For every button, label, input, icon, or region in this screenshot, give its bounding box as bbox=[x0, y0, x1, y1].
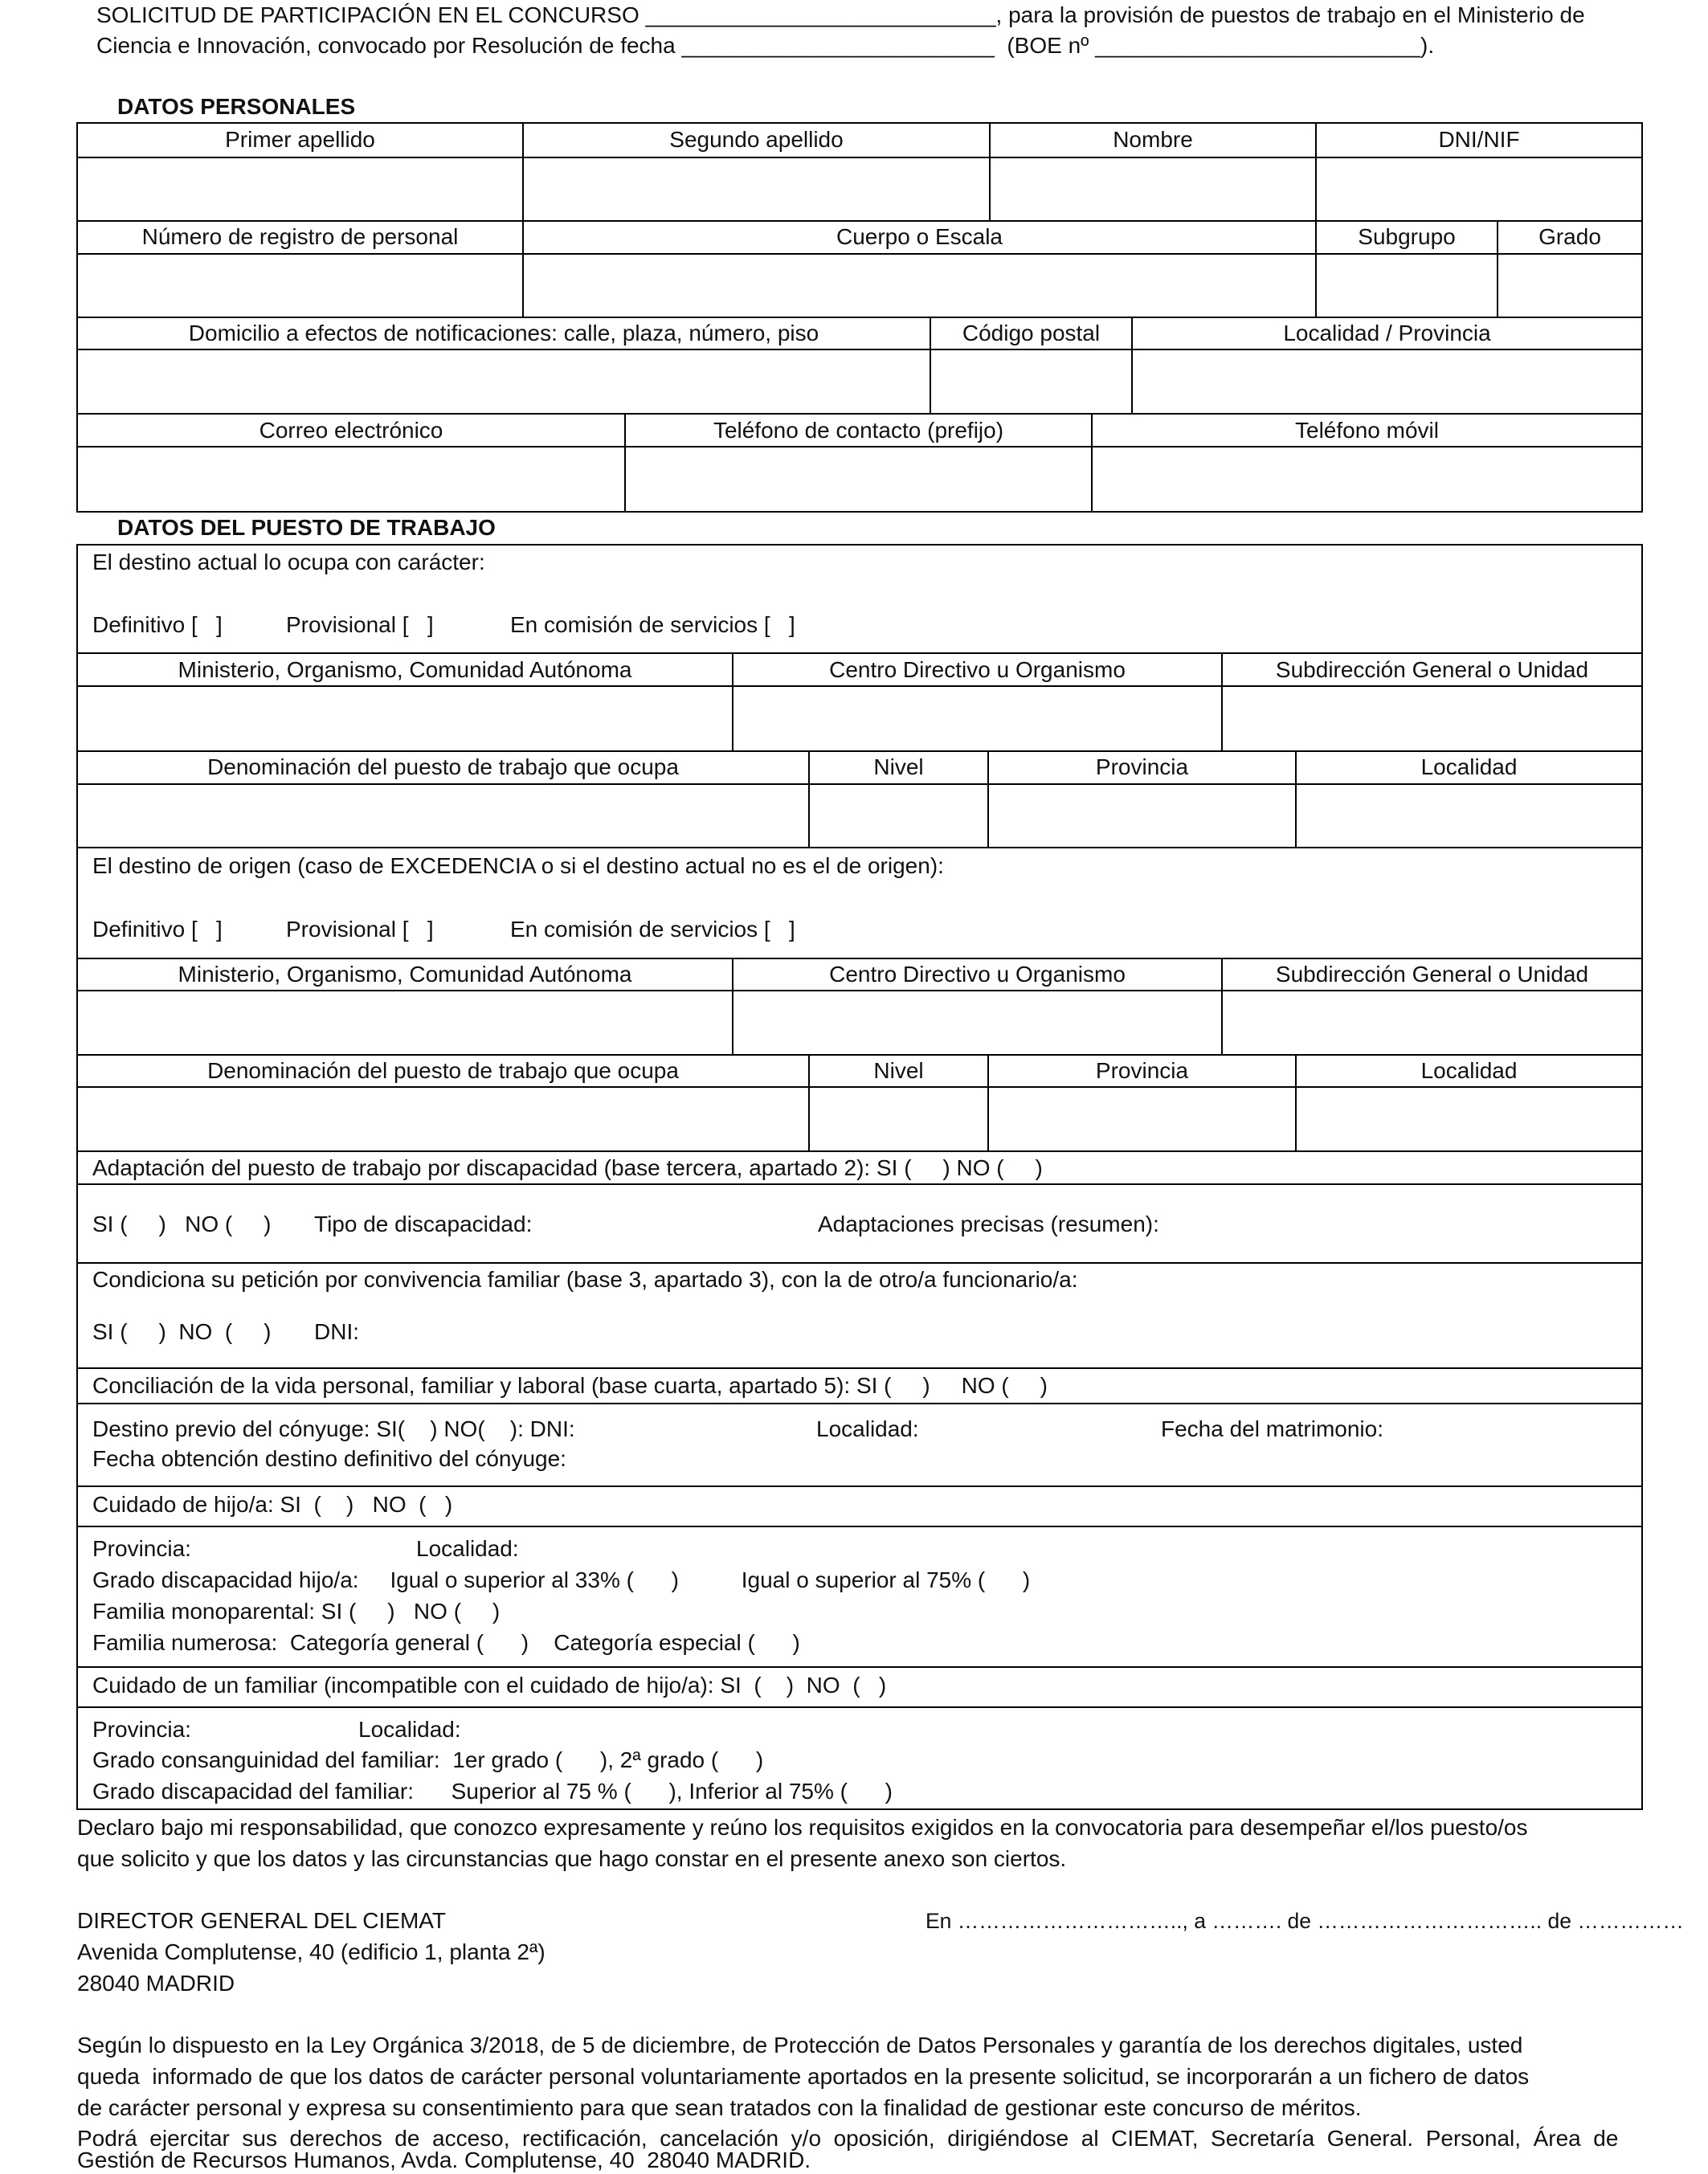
child-locality: Localidad: bbox=[416, 1536, 519, 1561]
telefono-movil-field[interactable] bbox=[1093, 447, 1641, 511]
current-denominacion-field[interactable] bbox=[78, 785, 808, 847]
col-subgrupo: Subgrupo bbox=[1358, 224, 1456, 249]
single-parent-family: Familia monoparental: SI ( ) NO ( ) bbox=[92, 1599, 501, 1624]
relative-locality: Localidad: bbox=[358, 1717, 461, 1742]
current-destination-intro: El destino actual lo ocupa con carácter: bbox=[92, 550, 485, 574]
registro-personal-field[interactable] bbox=[78, 255, 522, 317]
current-col-nivel: Nivel bbox=[873, 754, 924, 779]
privacy-line-3: de carácter personal y expresa su consentimiento para que sean tratados con la finalidad de gestionar este concurso de méritos. bbox=[77, 2095, 1362, 2120]
origin-col-provincia: Provincia bbox=[1095, 1058, 1189, 1083]
current-centro-field[interactable] bbox=[733, 687, 1221, 750]
origin-centro-field[interactable] bbox=[733, 991, 1221, 1054]
family-coexistence-dni: DNI: bbox=[314, 1319, 359, 1344]
cuerpo-escala-field[interactable] bbox=[524, 255, 1315, 317]
col-cuerpo-escala: Cuerpo o Escala bbox=[836, 224, 1003, 249]
disability-type-label: Tipo de discapacidad: bbox=[314, 1212, 533, 1236]
conciliation-question: Conciliación de la vida personal, familiar y laboral (base cuarta, apartado 5): SI ( ) NO ( ) bbox=[92, 1373, 1048, 1398]
current-definitivo-option[interactable]: Definitivo [ ] bbox=[92, 612, 223, 637]
privacy-line-1: Según lo dispuesto en la Ley Orgánica 3/2018, de 5 de diciembre, de Protección de Datos Personales y garantía de los derechos digitales, usted bbox=[77, 2033, 1523, 2058]
dni-nif-field[interactable] bbox=[1317, 158, 1641, 220]
recipient-street: Avenida Complutense, 40 (edificio 1, planta 2ª) bbox=[77, 1939, 545, 1964]
primer-apellido-field[interactable] bbox=[78, 158, 522, 220]
codigo-postal-field[interactable] bbox=[931, 350, 1131, 413]
relative-consanguinity: Grado consanguinidad del familiar: 1er grado ( ), 2ª grado ( ) bbox=[92, 1747, 764, 1772]
relative-province: Provincia: bbox=[92, 1717, 191, 1742]
origin-col-ministerio: Ministerio, Organismo, Comunidad Autónoma bbox=[178, 962, 632, 987]
col-primer-apellido: Primer apellido bbox=[225, 127, 375, 152]
origin-subdireccion-field[interactable] bbox=[1223, 991, 1641, 1054]
segundo-apellido-field[interactable] bbox=[524, 158, 989, 220]
col-telefono-movil: Teléfono móvil bbox=[1295, 418, 1439, 443]
current-col-provincia: Provincia bbox=[1095, 754, 1189, 779]
spouse-marriage-date: Fecha del matrimonio: bbox=[1161, 1416, 1384, 1441]
origin-destination-intro: El destino de origen (caso de EXCEDENCIA o si el destino actual no es el de origen): bbox=[92, 853, 944, 878]
job-data-heading: DATOS DEL PUESTO DE TRABAJO bbox=[117, 515, 496, 540]
relative-care-question: Cuidado de un familiar (incompatible con el cuidado de hijo/a): SI ( ) NO ( ) bbox=[92, 1673, 887, 1698]
col-localidad-provincia: Localidad / Provincia bbox=[1283, 321, 1491, 345]
subgrupo-field[interactable] bbox=[1317, 255, 1497, 317]
telefono-contacto-field[interactable] bbox=[626, 447, 1091, 511]
origin-ministerio-field[interactable] bbox=[78, 991, 732, 1054]
current-localidad-field[interactable] bbox=[1297, 785, 1641, 847]
col-telefono-contacto: Teléfono de contacto (prefijo) bbox=[713, 418, 1004, 443]
current-comision-option[interactable]: En comisión de servicios [ ] bbox=[510, 612, 795, 637]
relative-disability-grade: Grado discapacidad del familiar: Superior al 75 % ( ), Inferior al 75% ( ) bbox=[92, 1779, 893, 1804]
origin-provisional-option[interactable]: Provisional [ ] bbox=[286, 917, 434, 942]
large-family: Familia numerosa: Categoría general ( ) Categoría especial ( ) bbox=[92, 1630, 800, 1655]
declaration-line-1: Declaro bajo mi responsabilidad, que conozco expresamente y reúno los requisitos exigidos en la convocatoria para desempeñar el/los puesto/os bbox=[77, 1815, 1528, 1840]
localidad-provincia-field[interactable] bbox=[1133, 350, 1641, 413]
disability-question: Adaptación del puesto de trabajo por discapacidad (base tercera, apartado 2): SI ( ) NO ( ) bbox=[92, 1155, 1043, 1180]
current-col-localidad: Localidad bbox=[1420, 754, 1518, 779]
origin-col-subdireccion: Subdirección General o Unidad bbox=[1275, 962, 1589, 987]
current-nivel-field[interactable] bbox=[810, 785, 987, 847]
current-provisional-option[interactable]: Provisional [ ] bbox=[286, 612, 434, 637]
disability-answer[interactable]: SI ( ) NO ( ) bbox=[92, 1212, 272, 1236]
spouse-locality: Localidad: bbox=[816, 1416, 919, 1441]
origin-col-denominacion: Denominación del puesto de trabajo que ocupa bbox=[207, 1058, 679, 1083]
grado-field[interactable] bbox=[1498, 255, 1641, 317]
child-province: Provincia: bbox=[92, 1536, 191, 1561]
header-line-2: Ciencia e Innovación, convocado por Resolución de fecha _________________________ (BOE nº __________________________). bbox=[96, 33, 1435, 58]
current-col-ministerio: Ministerio, Organismo, Comunidad Autónoma bbox=[178, 657, 632, 682]
origin-localidad-field[interactable] bbox=[1297, 1088, 1641, 1150]
privacy-line-5: Gestión de Recursos Humanos, Avda. Complutense, 40 28040 MADRID. bbox=[77, 2147, 811, 2172]
origin-col-localidad: Localidad bbox=[1420, 1058, 1518, 1083]
place-date-line[interactable]: En ………………………….., a ………. de ………………………….. de …………… bbox=[926, 1909, 1684, 1933]
origin-col-centro-directivo: Centro Directivo u Organismo bbox=[829, 962, 1126, 987]
privacy-line-4: Podrá ejercitar sus derechos de acceso, rectificación, cancelación y/o oposición, dirigiéndose al CIEMAT, Secretaría General. Personal, Área de bbox=[77, 2126, 1619, 2151]
domicilio-field[interactable] bbox=[78, 350, 930, 413]
current-subdireccion-field[interactable] bbox=[1223, 687, 1641, 750]
child-care-question: Cuidado de hijo/a: SI ( ) NO ( ) bbox=[92, 1492, 453, 1517]
col-domicilio: Domicilio a efectos de notificaciones: calle, plaza, número, piso bbox=[188, 321, 819, 345]
origin-denominacion-field[interactable] bbox=[78, 1088, 808, 1150]
family-coexistence-question: Condiciona su petición por convivencia familiar (base 3, apartado 3), con la de otro/a funcionario/a: bbox=[92, 1267, 1078, 1292]
col-nombre: Nombre bbox=[1113, 127, 1193, 152]
disability-adaptations-label: Adaptaciones precisas (resumen): bbox=[818, 1212, 1159, 1236]
col-registro-personal: Número de registro de personal bbox=[141, 224, 459, 249]
correo-field[interactable] bbox=[78, 447, 624, 511]
spouse-destination: Destino previo del cónyuge: SI( ) NO( ): DNI: bbox=[92, 1416, 575, 1441]
privacy-line-2: queda informado de que los datos de carácter personal voluntariamente aportados en la presente solicitud, se incorporarán a un fichero de datos bbox=[77, 2064, 1530, 2089]
col-dni-nif: DNI/NIF bbox=[1438, 127, 1520, 152]
origin-nivel-field[interactable] bbox=[810, 1088, 987, 1150]
origin-comision-option[interactable]: En comisión de servicios [ ] bbox=[510, 917, 795, 942]
col-segundo-apellido: Segundo apellido bbox=[669, 127, 844, 152]
origin-provincia-field[interactable] bbox=[989, 1088, 1295, 1150]
origin-definitivo-option[interactable]: Definitivo [ ] bbox=[92, 917, 223, 942]
spouse-definitive-date: Fecha obtención destino definitivo del cónyuge: bbox=[92, 1446, 566, 1471]
family-coexistence-answer[interactable]: SI ( ) NO ( ) bbox=[92, 1319, 272, 1344]
current-col-subdireccion: Subdirección General o Unidad bbox=[1275, 657, 1589, 682]
col-grado: Grado bbox=[1538, 224, 1601, 249]
origin-col-nivel: Nivel bbox=[873, 1058, 924, 1083]
header-line-1: SOLICITUD DE PARTICIPACIÓN EN EL CONCURSO ____________________________, para la provisión de puestos de trabajo en el Ministerio de bbox=[96, 2, 1585, 27]
nombre-field[interactable] bbox=[991, 158, 1315, 220]
recipient-postcode: 28040 MADRID bbox=[77, 1971, 235, 1996]
current-ministerio-field[interactable] bbox=[78, 687, 732, 750]
current-col-denominacion: Denominación del puesto de trabajo que ocupa bbox=[207, 754, 679, 779]
col-codigo-postal: Código postal bbox=[962, 321, 1101, 345]
current-provincia-field[interactable] bbox=[989, 785, 1295, 847]
personal-data-heading: DATOS PERSONALES bbox=[117, 94, 356, 119]
child-disability-grade: Grado discapacidad hijo/a: Igual o superior al 33% ( ) Igual o superior al 75% ( ) bbox=[92, 1567, 1031, 1592]
col-correo: Correo electrónico bbox=[259, 418, 443, 443]
current-col-centro-directivo: Centro Directivo u Organismo bbox=[829, 657, 1126, 682]
recipient-title: DIRECTOR GENERAL DEL CIEMAT bbox=[77, 1908, 446, 1933]
declaration-line-2: que solicito y que los datos y las circunstancias que hago constar en el presente anexo son ciertos. bbox=[77, 1846, 1067, 1871]
